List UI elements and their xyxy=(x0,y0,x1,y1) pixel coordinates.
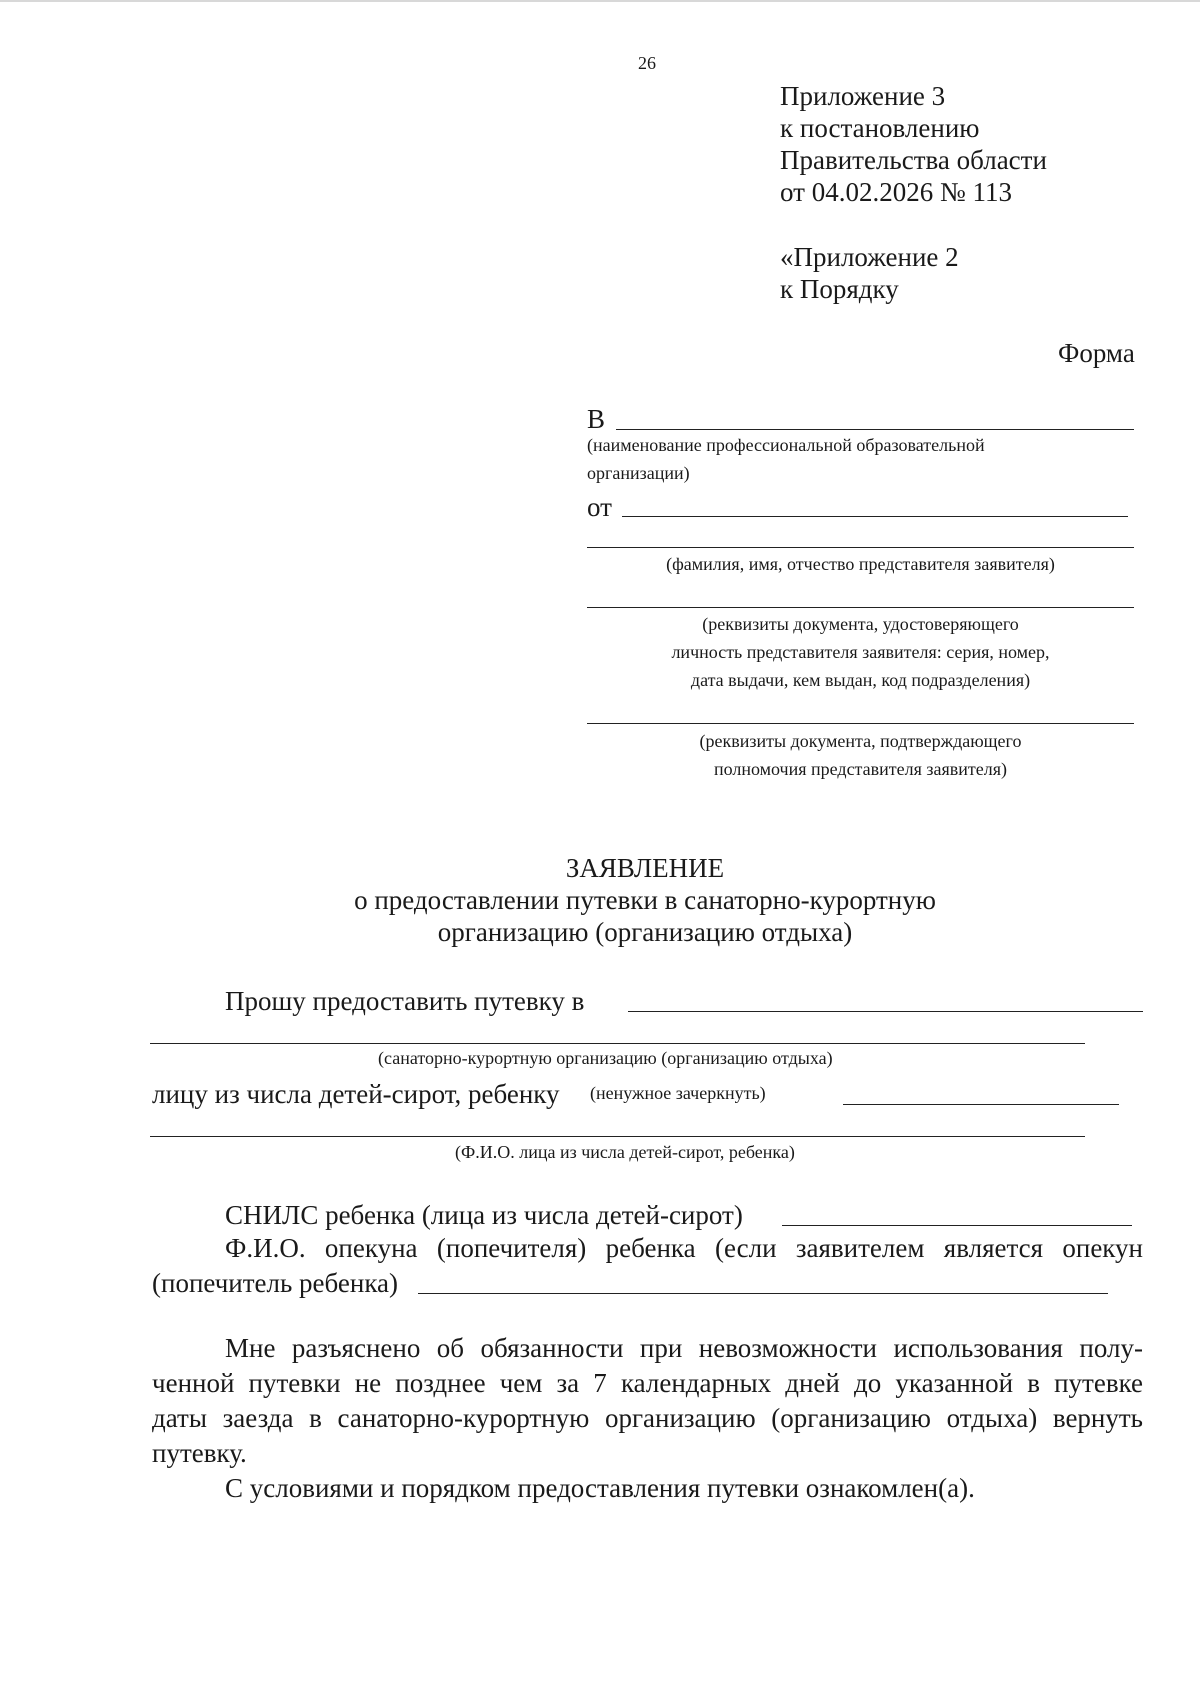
acknowledge-text: С условиями и порядком предоставления путевки ознакомлен(а). xyxy=(225,1473,975,1503)
from-field[interactable] xyxy=(622,516,1128,517)
id-document-field[interactable] xyxy=(587,607,1134,608)
attachment-line-2: к постановлению xyxy=(780,113,980,143)
id-doc-hint-3: дата выдачи, кем выдан, код подразделения) xyxy=(690,670,1031,690)
obligation-line-1: Мне разъяснено об обязанности при невозможности использования полу- xyxy=(225,1333,1143,1363)
request-text: Прошу предоставить путевку в xyxy=(225,986,585,1016)
to-organization-field[interactable] xyxy=(616,429,1134,430)
from-field-continued[interactable] xyxy=(587,547,1134,548)
person-field[interactable] xyxy=(843,1104,1119,1105)
document-subtitle-1: о предоставлении путевки в санаторно-курортную xyxy=(354,885,936,915)
attachment-line-4: от 04.02.2026 № 113 xyxy=(780,177,1012,207)
to-prefix: В xyxy=(587,404,606,434)
form-label: Форма xyxy=(1058,338,1135,368)
snils-field[interactable] xyxy=(782,1225,1132,1226)
from-prefix: от xyxy=(587,492,612,522)
authority-document-field[interactable] xyxy=(587,723,1134,724)
auth-doc-hint-2: полномочия представителя заявителя) xyxy=(713,759,1008,779)
organization-field[interactable] xyxy=(628,1011,1143,1012)
obligation-line-4: путевку. xyxy=(152,1438,247,1468)
attachment-line-1: Приложение 3 xyxy=(780,81,946,111)
id-doc-hint-1: (реквизиты документа, удостоверяющего xyxy=(702,614,1019,634)
snils-text: СНИЛС ребенка (лица из числа детей-сирот) xyxy=(225,1200,743,1230)
person-note: (ненужное зачеркнуть) xyxy=(590,1083,766,1103)
scan-edge xyxy=(0,0,1200,2)
order-attachment-line-1: «Приложение 2 xyxy=(780,242,959,272)
document-subtitle-2: организацию (организацию отдыха) xyxy=(437,917,853,947)
id-doc-hint-2: личность представителя заявителя: серия, номер, xyxy=(671,642,1050,662)
attachment-line-3: Правительства области xyxy=(780,145,1047,175)
guardian-line-1: Ф.И.О. опекуна (попечителя) ребенка (если заявителем является опекун xyxy=(225,1233,1143,1263)
to-hint-1: (наименование профессиональной образовательной xyxy=(587,435,985,455)
guardian-line-2: (попечитель ребенка) xyxy=(152,1268,399,1298)
auth-doc-hint-1: (реквизиты документа, подтверждающего xyxy=(699,731,1022,751)
from-hint: (фамилия, имя, отчество представителя заявителя) xyxy=(666,554,1055,574)
order-attachment-line-2: к Порядку xyxy=(780,274,899,304)
obligation-line-2: ченной путевки не позднее чем за 7 календарных дней до указанной в путевке xyxy=(152,1368,1143,1398)
organization-hint: (санаторно-курортную организацию (организацию отдыха) xyxy=(378,1048,833,1068)
document-title: ЗАЯВЛЕНИЕ xyxy=(565,853,725,883)
person-text: лицу из числа детей-сирот, ребенку xyxy=(152,1079,560,1109)
guardian-field[interactable] xyxy=(418,1293,1108,1294)
to-hint-2: организации) xyxy=(587,463,690,483)
person-field-continued[interactable] xyxy=(150,1136,1085,1137)
organization-field-continued[interactable] xyxy=(150,1043,1085,1044)
fio-hint: (Ф.И.О. лица из числа детей-сирот, ребенка) xyxy=(455,1142,795,1162)
page-number: 26 xyxy=(638,53,656,73)
obligation-line-3: даты заезда в санаторно-курортную организацию (организацию отдыха) вернуть xyxy=(152,1403,1143,1433)
